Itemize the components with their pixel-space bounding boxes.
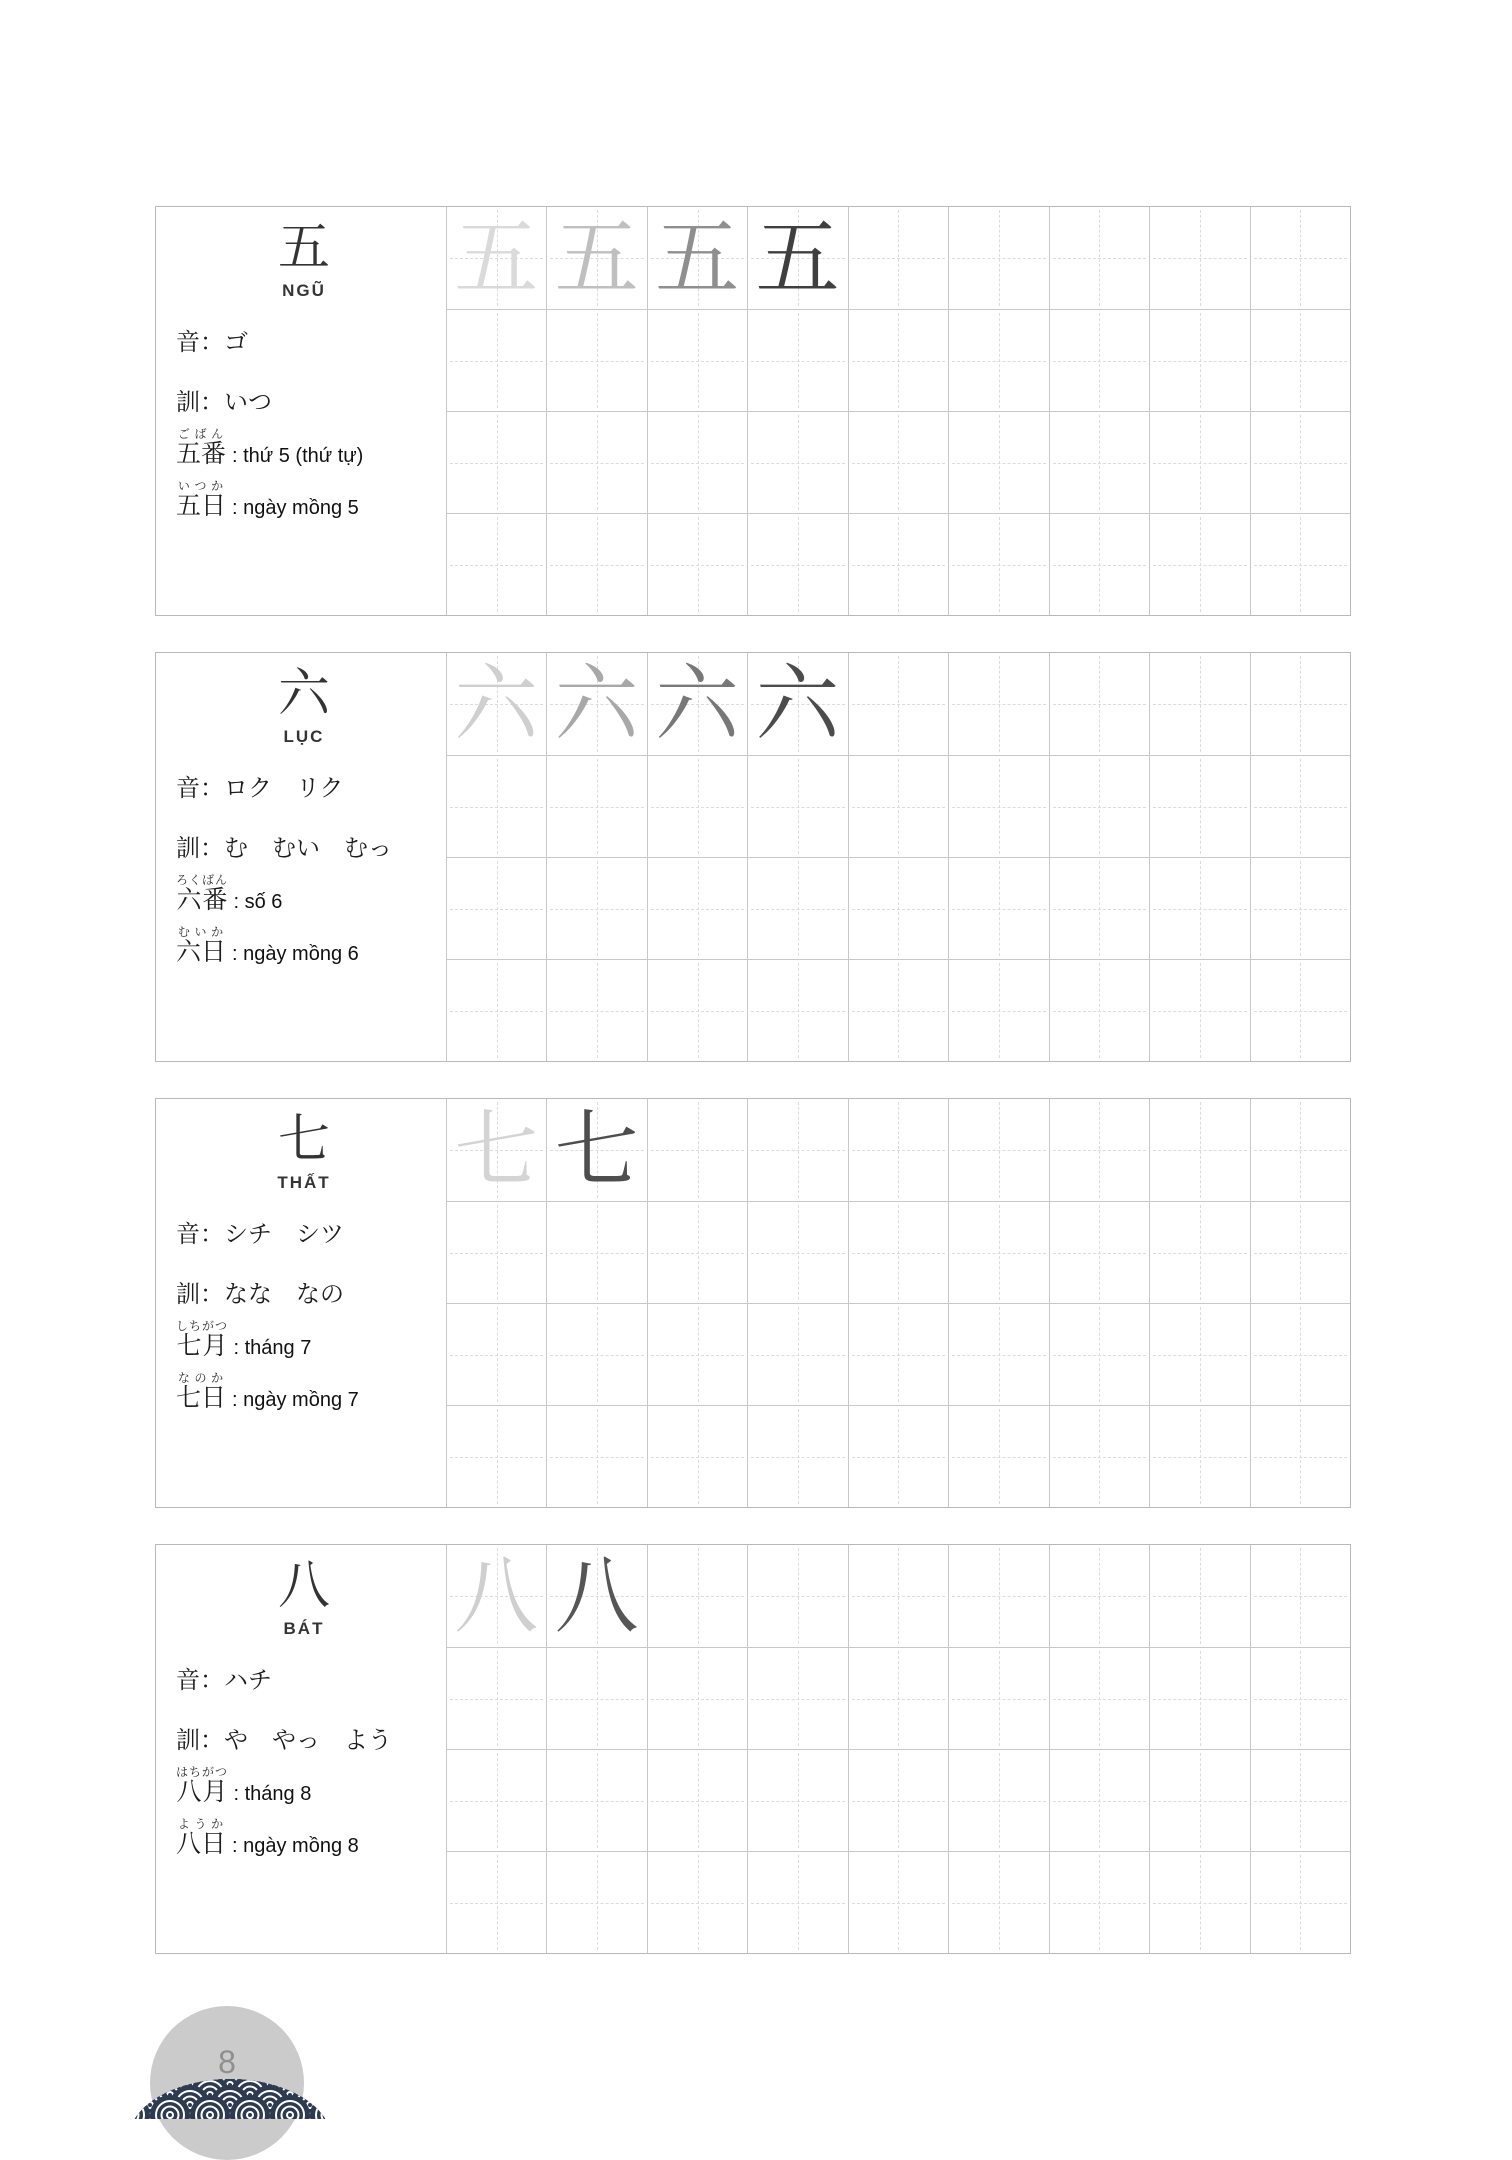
- practice-cell: [1049, 1303, 1149, 1405]
- practice-cell: [1149, 857, 1249, 959]
- practice-cell: [1049, 959, 1149, 1061]
- practice-cell: [546, 1851, 646, 1953]
- vocab-word-text: 五日: [176, 490, 227, 520]
- practice-cell: [1149, 513, 1249, 615]
- practice-cell: [948, 755, 1048, 857]
- furigana: なのか: [176, 1370, 227, 1385]
- practice-cell: [1049, 1851, 1149, 1953]
- practice-cell: [647, 1099, 747, 1201]
- practice-cell: [747, 959, 847, 1061]
- practice-cell: [1250, 513, 1350, 615]
- trace-kanji: 五: [454, 209, 539, 307]
- practice-cell: [1250, 1303, 1350, 1405]
- worksheet-sections: [155, 206, 1351, 1990]
- practice-cell: [948, 1545, 1048, 1647]
- practice-cell: [647, 207, 747, 309]
- practice-cell: [1250, 653, 1350, 755]
- practice-cell: [1250, 1749, 1350, 1851]
- practice-cell: [747, 1303, 847, 1405]
- practice-cell: [546, 207, 646, 309]
- practice-cell: [546, 411, 646, 513]
- practice-cell: [446, 755, 546, 857]
- practice-cell: [446, 207, 546, 309]
- practice-cell: [848, 1749, 948, 1851]
- practice-cell: [446, 1545, 546, 1647]
- vocab-word-text: 七日: [176, 1382, 227, 1412]
- practice-cell: [747, 1545, 847, 1647]
- practice-cell: [446, 653, 546, 755]
- practice-cell: [948, 1099, 1048, 1201]
- practice-cell: [446, 857, 546, 959]
- grid-cells: [446, 653, 1350, 1061]
- practice-cell: [747, 1851, 847, 1953]
- practice-cell: [546, 1405, 646, 1507]
- practice-cell: [1149, 1545, 1249, 1647]
- vocab-example: [176, 1319, 432, 1361]
- vocab-word-text: 八月: [176, 1777, 229, 1806]
- vocab-word-text: 五番: [176, 439, 227, 468]
- onyomi-line: 音：ロク リク: [176, 774, 344, 802]
- practice-cell: [647, 755, 747, 857]
- practice-cell: [1250, 1647, 1350, 1749]
- practice-grid: [446, 1099, 1350, 1507]
- practice-cell: [647, 411, 747, 513]
- vocab-example: [176, 925, 432, 967]
- practice-cell: [546, 309, 646, 411]
- practice-cell: [747, 1201, 847, 1303]
- vocab-meaning: : tháng 8: [233, 1783, 312, 1805]
- practice-cell: [1250, 309, 1350, 411]
- trace-kanji: 六: [755, 655, 840, 753]
- practice-cell: [1049, 411, 1149, 513]
- vocab-meaning: : ngày mồng 8: [232, 1834, 359, 1857]
- practice-cell: [647, 513, 747, 615]
- trace-kanji: 八: [454, 1547, 539, 1645]
- practice-cell: [546, 1545, 646, 1647]
- practice-cell: [647, 1545, 747, 1647]
- practice-cell: [948, 411, 1048, 513]
- furigana: ごばん: [176, 427, 227, 441]
- vocab-example: [176, 479, 432, 521]
- practice-cell: [848, 1545, 948, 1647]
- vocab-meaning: : tháng 7: [233, 1337, 312, 1359]
- practice-cell: [1149, 1303, 1249, 1405]
- practice-grid: [446, 1545, 1350, 1953]
- kanji-section-hachi: [155, 1544, 1351, 1954]
- vocab-meaning: : thứ 5 (thứ tự): [232, 445, 364, 467]
- trace-kanji: 七: [454, 1101, 539, 1199]
- practice-cell: [546, 1303, 646, 1405]
- practice-cell: [1250, 411, 1350, 513]
- practice-cell: [647, 1201, 747, 1303]
- practice-cell: [848, 755, 948, 857]
- practice-grid: [446, 653, 1350, 1061]
- practice-cell: [948, 1405, 1048, 1507]
- furigana: ろくばん: [176, 873, 229, 887]
- practice-cell: [446, 1099, 546, 1201]
- practice-cell: [948, 309, 1048, 411]
- kunyomi-line: 訓：む むい むっ: [176, 834, 392, 862]
- practice-cell: [446, 309, 546, 411]
- practice-cell: [848, 1201, 948, 1303]
- practice-cell: [546, 1647, 646, 1749]
- practice-cell: [546, 1099, 646, 1201]
- kanji-info-panel: [156, 1545, 446, 1953]
- practice-cell: [848, 1303, 948, 1405]
- practice-cell: [848, 207, 948, 309]
- vocab-meaning: : ngày mồng 7: [232, 1388, 359, 1411]
- practice-cell: [446, 1851, 546, 1953]
- practice-cell: [546, 755, 646, 857]
- practice-cell: [848, 1647, 948, 1749]
- practice-cell: [747, 309, 847, 411]
- kanji-info-panel: [156, 207, 446, 615]
- practice-cell: [1250, 207, 1350, 309]
- practice-cell: [647, 1647, 747, 1749]
- grid-cells: [446, 207, 1350, 615]
- vocab-word: [176, 427, 227, 468]
- kanji-info-panel: [156, 1099, 446, 1507]
- practice-cell: [1049, 1749, 1149, 1851]
- practice-cell: [1149, 1749, 1249, 1851]
- practice-cell: [1250, 857, 1350, 959]
- vocab-word: [176, 1319, 229, 1360]
- practice-cell: [647, 857, 747, 959]
- practice-cell: [1250, 755, 1350, 857]
- practice-cell: [647, 1405, 747, 1507]
- practice-cell: [446, 1201, 546, 1303]
- practice-cell: [1250, 1851, 1350, 1953]
- practice-cell: [647, 653, 747, 755]
- onyomi-line: 音：シチ シツ: [176, 1220, 344, 1248]
- furigana: はちがつ: [176, 1765, 229, 1779]
- vocab-word-text: 七月: [176, 1331, 229, 1360]
- trace-kanji: 六: [655, 655, 740, 753]
- practice-cell: [1049, 1545, 1149, 1647]
- onyomi-line: 音：ハチ: [176, 1666, 272, 1694]
- practice-cell: [1049, 1647, 1149, 1749]
- practice-cell: [747, 653, 847, 755]
- practice-cell: [1149, 207, 1249, 309]
- vocab-example: [176, 427, 432, 469]
- practice-cell: [1049, 309, 1149, 411]
- trace-kanji: 六: [554, 655, 639, 753]
- practice-cell: [848, 653, 948, 755]
- practice-cell: [1250, 959, 1350, 1061]
- page-number: 8: [218, 2044, 236, 2080]
- practice-cell: [647, 1749, 747, 1851]
- practice-cell: [1149, 1099, 1249, 1201]
- practice-cell: [1049, 857, 1149, 959]
- practice-cell: [948, 1851, 1048, 1953]
- vocab-word-text: 八日: [176, 1828, 227, 1858]
- practice-cell: [1049, 207, 1149, 309]
- practice-cell: [546, 653, 646, 755]
- vocab-example: [176, 1817, 432, 1859]
- seigaiha-wave-icon: [127, 2075, 333, 2119]
- practice-cell: [1149, 755, 1249, 857]
- practice-cell: [446, 1749, 546, 1851]
- kanji-section-roku: [155, 652, 1351, 1062]
- practice-cell: [948, 1749, 1048, 1851]
- vocab-meaning: : ngày mồng 6: [232, 942, 359, 965]
- vocab-word: [176, 924, 227, 966]
- main-kanji: 八: [277, 1556, 330, 1616]
- practice-cell: [446, 959, 546, 1061]
- practice-cell: [747, 1749, 847, 1851]
- grid-cells: [446, 1099, 1350, 1507]
- kanji-section-go: [155, 206, 1351, 616]
- practice-cell: [1250, 1201, 1350, 1303]
- vocab-word: [176, 873, 229, 914]
- practice-cell: [1049, 755, 1149, 857]
- practice-cell: [747, 411, 847, 513]
- main-kanji: 七: [277, 1110, 330, 1170]
- vocab-word: [176, 1370, 227, 1412]
- sino-vietnamese-reading: LỤC: [283, 727, 325, 746]
- practice-cell: [647, 309, 747, 411]
- practice-cell: [848, 1851, 948, 1953]
- practice-cell: [647, 959, 747, 1061]
- vocab-word: [176, 1816, 227, 1858]
- trace-kanji: 八: [554, 1547, 639, 1645]
- practice-cell: [1049, 1405, 1149, 1507]
- practice-cell: [1149, 309, 1249, 411]
- practice-cell: [546, 513, 646, 615]
- practice-cell: [848, 1405, 948, 1507]
- kanji-info-panel: [156, 653, 446, 1061]
- practice-cell: [948, 1647, 1048, 1749]
- vocab-word-text: 六番: [176, 885, 229, 914]
- practice-cell: [948, 857, 1048, 959]
- practice-cell: [848, 857, 948, 959]
- practice-cell: [747, 207, 847, 309]
- practice-cell: [848, 411, 948, 513]
- practice-cell: [948, 1201, 1048, 1303]
- practice-cell: [546, 959, 646, 1061]
- practice-cell: [647, 1303, 747, 1405]
- furigana: しちがつ: [176, 1319, 229, 1333]
- practice-cell: [948, 653, 1048, 755]
- practice-cell: [1149, 1851, 1249, 1953]
- practice-cell: [747, 1099, 847, 1201]
- practice-cell: [446, 411, 546, 513]
- kunyomi-line: 訓：や やっ よう: [176, 1726, 392, 1754]
- practice-cell: [948, 1303, 1048, 1405]
- furigana: むいか: [176, 924, 227, 939]
- practice-cell: [1250, 1405, 1350, 1507]
- practice-cell: [1049, 513, 1149, 615]
- trace-kanji: 五: [554, 209, 639, 307]
- practice-cell: [546, 857, 646, 959]
- practice-cell: [446, 1647, 546, 1749]
- practice-cell: [1250, 1099, 1350, 1201]
- main-kanji: 五: [277, 218, 330, 278]
- practice-cell: [1049, 653, 1149, 755]
- practice-cell: [446, 1303, 546, 1405]
- vocab-meaning: : số 6: [233, 891, 283, 913]
- practice-cell: [1149, 411, 1249, 513]
- vocab-example: [176, 873, 432, 915]
- vocab-word: [176, 478, 227, 520]
- practice-cell: [647, 1851, 747, 1953]
- practice-cell: [747, 857, 847, 959]
- practice-cell: [848, 1099, 948, 1201]
- practice-cell: [1250, 1545, 1350, 1647]
- practice-cell: [848, 309, 948, 411]
- trace-kanji: 五: [655, 209, 740, 307]
- practice-cell: [747, 513, 847, 615]
- sino-vietnamese-reading: BÁT: [283, 1619, 325, 1638]
- furigana: いつか: [176, 478, 227, 493]
- practice-cell: [948, 959, 1048, 1061]
- practice-cell: [948, 207, 1048, 309]
- onyomi-line: 音：ゴ: [176, 328, 248, 356]
- furigana: ようか: [176, 1816, 227, 1831]
- practice-cell: [1149, 959, 1249, 1061]
- practice-cell: [546, 1749, 646, 1851]
- sino-vietnamese-reading: THẤT: [277, 1173, 331, 1192]
- practice-cell: [446, 1405, 546, 1507]
- practice-cell: [1149, 1201, 1249, 1303]
- practice-cell: [1149, 1405, 1249, 1507]
- practice-grid: [446, 207, 1350, 615]
- practice-cell: [1049, 1099, 1149, 1201]
- vocab-meaning: : ngày mồng 5: [232, 496, 359, 519]
- practice-cell: [747, 755, 847, 857]
- vocab-word: [176, 1765, 229, 1806]
- practice-cell: [848, 513, 948, 615]
- trace-kanji: 六: [454, 655, 539, 753]
- grid-cells: [446, 1545, 1350, 1953]
- practice-cell: [747, 1405, 847, 1507]
- practice-cell: [1149, 1647, 1249, 1749]
- trace-kanji: 五: [755, 209, 840, 307]
- kanji-section-shichi: [155, 1098, 1351, 1508]
- practice-cell: [948, 513, 1048, 615]
- practice-cell: [446, 513, 546, 615]
- kunyomi-line: 訓：いつ: [176, 388, 272, 416]
- kunyomi-line: 訓：なな なの: [176, 1280, 344, 1308]
- practice-cell: [546, 1201, 646, 1303]
- practice-cell: [1149, 653, 1249, 755]
- practice-cell: [848, 959, 948, 1061]
- practice-cell: [1049, 1201, 1149, 1303]
- trace-kanji: 七: [554, 1101, 639, 1199]
- vocab-example: [176, 1371, 432, 1413]
- vocab-word-text: 六日: [176, 936, 227, 966]
- vocab-example: [176, 1765, 432, 1807]
- main-kanji: 六: [277, 664, 330, 724]
- sino-vietnamese-reading: NGŨ: [282, 281, 326, 300]
- practice-cell: [747, 1647, 847, 1749]
